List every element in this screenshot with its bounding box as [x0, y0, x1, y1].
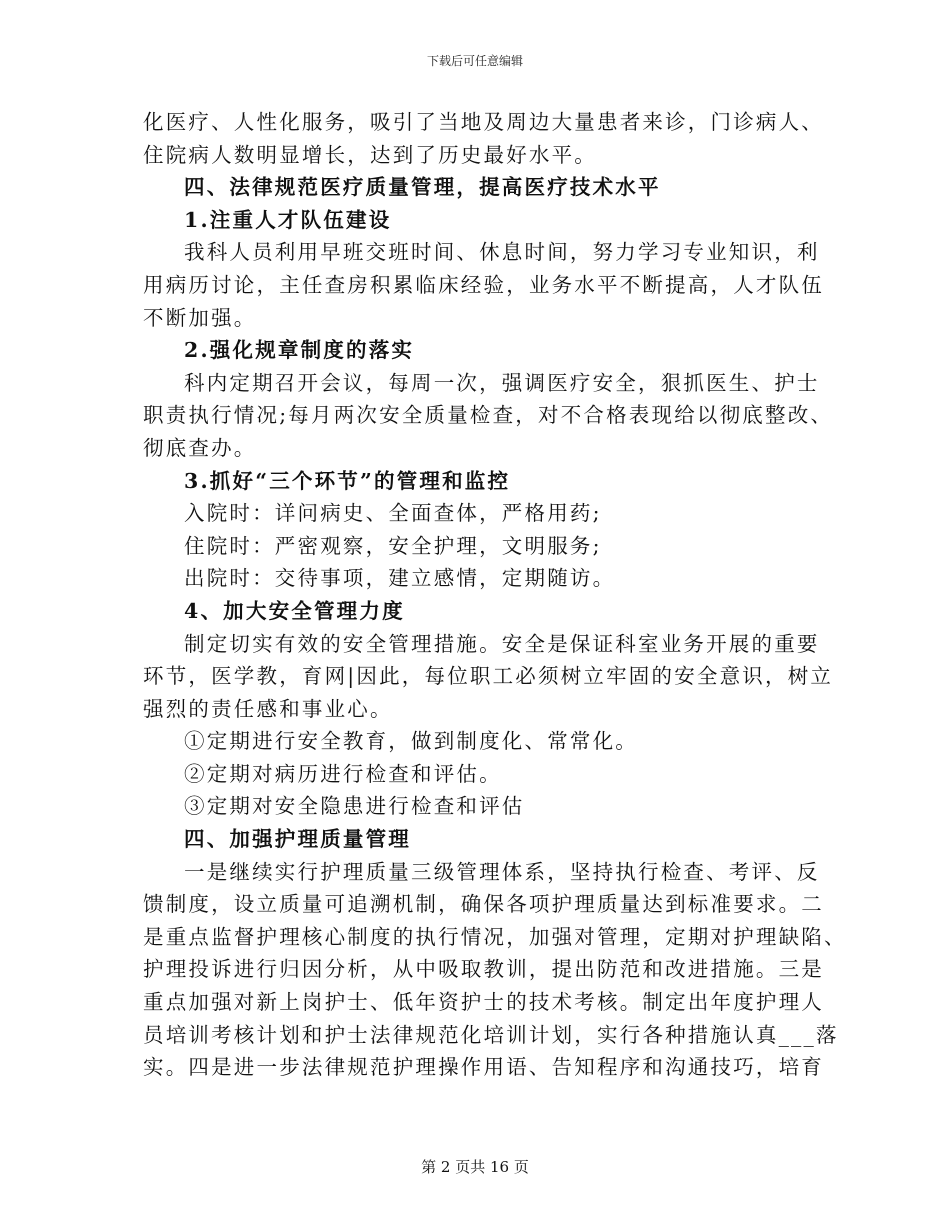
paragraph-line: 一是继续实行护理质量三级管理体系，坚持执行检查、考评、反	[184, 859, 820, 884]
paragraph-line: 实。四是进一步法律规范护理操作用语、告知程序和沟通技巧，培育	[143, 1055, 824, 1080]
paragraph-line: 入院时：详问病史、全面查体，严格用药;	[184, 501, 602, 526]
paragraph-line: 科内定期召开会议，每周一次，强调医疗安全，狠抓医生、护士	[184, 370, 820, 395]
paragraph-line: 彻底查办。	[143, 435, 257, 460]
paragraph-line: 强烈的责任感和事业心。	[143, 696, 393, 721]
paragraph-line: 重点加强对新上岗护士、低年资护士的技术考核。制定出年度护理人	[143, 990, 824, 1015]
paragraph-line: 我科人员利用早班交班时间、休息时间，努力学习专业知识，利	[184, 240, 820, 265]
paragraph-line: 护理投诉进行归因分析，从中吸取教训，提出防范和改进措施。三是	[143, 957, 824, 982]
section-heading: 四、加强护理质量管理	[184, 827, 411, 852]
document-body	[143, 106, 847, 1084]
paragraph-line: ①定期进行安全教育，做到制度化、常常化。	[184, 729, 638, 754]
page-header: 下载后可任意编辑	[426, 54, 523, 68]
section-heading: 2.强化规章制度的落实	[184, 338, 415, 363]
page-footer: 第 2 页共 16 页	[421, 1158, 529, 1176]
paragraph-line: 不断加强。	[143, 305, 257, 330]
section-heading: 3.抓好“三个环节”的管理和监控	[184, 468, 511, 493]
paragraph-line: ②定期对病历进行检查和评估。	[184, 761, 502, 786]
paragraph-line: ③定期对安全隐患进行检查和评估	[184, 794, 525, 819]
paragraph-line: 出院时：交待事项，建立感情，定期随访。	[184, 566, 616, 591]
paragraph-line: 住院时：严密观察，安全护理，文明服务;	[184, 533, 602, 558]
paragraph-line: 职责执行情况;每月两次安全质量检查，对不合格表现给以彻底整改、	[143, 403, 834, 428]
section-heading: 4、加大安全管理力度	[184, 598, 405, 623]
paragraph-line: 馈制度，设立质量可追溯机制，确保各项护理质量达到标准要求。二	[143, 892, 824, 917]
paragraph-line: 住院病人数明显增长，达到了历史最好水平。	[143, 142, 597, 167]
paragraph-line: 员培训考核计划和护士法律规范化培训计划，实行各种措施认真___落	[143, 1022, 839, 1047]
paragraph-line: 制定切实有效的安全管理措施。安全是保证科室业务开展的重要	[184, 631, 820, 656]
paragraph-line: 化医疗、人性化服务，吸引了当地及周边大量患者来诊，门诊病人、	[143, 110, 824, 134]
paragraph-line: 用病历讨论，主任查房积累临床经验，业务水平不断提高，人才队伍	[143, 272, 824, 297]
section-heading: 四、法律规范医疗质量管理，提高医疗技术水平	[184, 175, 661, 200]
section-heading: 1.注重人才队伍建设	[184, 207, 392, 232]
paragraph-line: 环节，医学教，育网|因此，每位职工必须树立牢固的安全意识，树立	[143, 664, 834, 689]
paragraph-line: 是重点监督护理核心制度的执行情况，加强对管理，定期对护理缺陷、	[143, 924, 847, 949]
